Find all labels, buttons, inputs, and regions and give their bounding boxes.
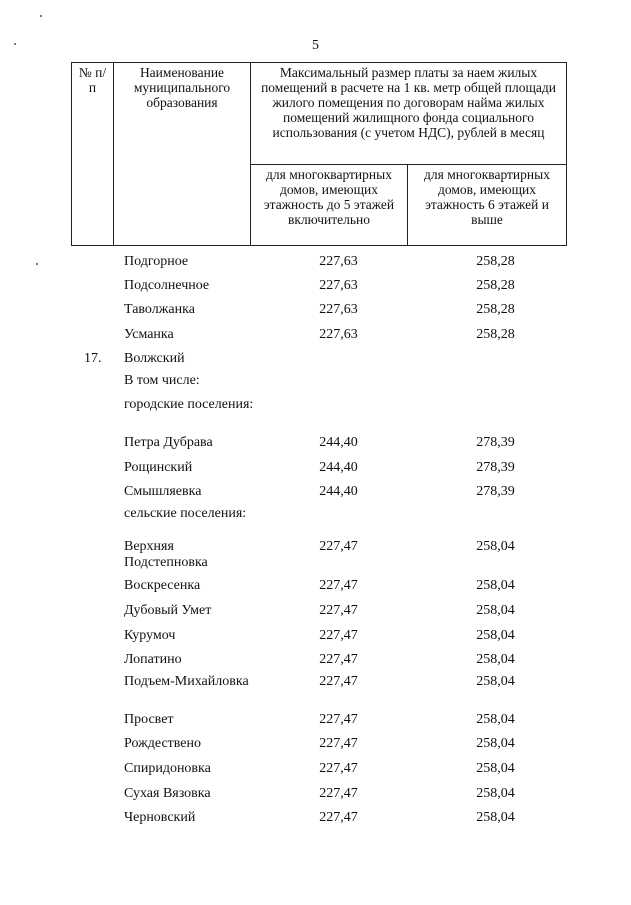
row-value-a: 227,47 — [319, 539, 358, 554]
row-value-a: 227,63 — [319, 254, 358, 269]
row-name: Подсолнечное — [124, 278, 210, 293]
row-name: Подъем-Михайловка — [124, 674, 249, 689]
row-name: Лопатино — [124, 652, 182, 667]
row-value-b: 278,39 — [476, 435, 515, 450]
row-name: Спиридоновка — [124, 761, 211, 776]
row-value-b: 258,04 — [476, 712, 515, 727]
row-name: Таволжанка — [124, 302, 195, 317]
row-value-a: 227,47 — [319, 736, 358, 751]
row-value-a: 227,47 — [319, 578, 358, 593]
row-value-b: 258,04 — [476, 674, 515, 689]
header-col-a: для многоквартирных домов, имеющих этажность до 5 этажей включительно — [251, 164, 408, 245]
row-value-b: 258,04 — [476, 578, 515, 593]
row-value-b: 258,04 — [476, 810, 515, 825]
row-value-b: 258,28 — [476, 302, 515, 317]
row-name: Воскресенка — [124, 578, 201, 593]
row-name: Черновский — [124, 810, 196, 825]
row-value-b: 258,28 — [476, 327, 515, 342]
row-value-b: 258,28 — [476, 278, 515, 293]
row-value-a: 227,47 — [319, 712, 358, 727]
row-name: городские поселения: — [124, 397, 254, 412]
header-number: № п/п — [72, 63, 114, 246]
table-header — [71, 62, 567, 246]
header-col-b: для многоквартирных домов, имеющих этажность 6 этажей и выше — [408, 164, 567, 245]
page-number: 5 — [312, 38, 319, 53]
row-value-b: 258,04 — [476, 652, 515, 667]
row-name: Подгорное — [124, 254, 189, 269]
row-value-a: 227,47 — [319, 761, 358, 776]
row-name: Усманка — [124, 327, 174, 342]
row-value-b: 278,39 — [476, 460, 515, 475]
row-name: сельские поселения: — [124, 506, 247, 521]
row-value-b: 258,04 — [476, 603, 515, 618]
row-name: Дубовый Умет — [124, 603, 212, 618]
row-name: Смышляевка — [124, 484, 202, 499]
row-value-a: 227,47 — [319, 628, 358, 643]
row-value-b: 258,28 — [476, 254, 515, 269]
row-value-b: 258,04 — [476, 736, 515, 751]
scan-speck — [36, 263, 38, 265]
row-number: 17. — [84, 351, 102, 366]
row-value-a: 227,63 — [319, 302, 358, 317]
row-value-a: 227,47 — [319, 674, 358, 689]
header-main: Максимальный размер платы за наем жилых помещений в расчете на 1 кв. метр общей площади жилого помещения по договорам найма жилых помещений жилищного фонда социального использования (с учетом НДС), рублей в месяц — [251, 63, 567, 165]
row-value-b: 258,04 — [476, 628, 515, 643]
row-value-a: 227,47 — [319, 786, 358, 801]
row-value-a: 227,63 — [319, 327, 358, 342]
row-value-a: 244,40 — [319, 435, 358, 450]
scan-speck — [40, 15, 42, 17]
row-name: Сухая Вязовка — [124, 786, 211, 801]
row-name: Рождествено — [124, 736, 202, 751]
row-value-a: 244,40 — [319, 460, 358, 475]
scan-speck — [14, 43, 16, 45]
row-name: Волжский — [124, 351, 185, 366]
row-value-a: 244,40 — [319, 484, 358, 499]
row-name: Курумоч — [124, 628, 176, 643]
row-value-b: 278,39 — [476, 484, 515, 499]
row-value-b: 258,04 — [476, 761, 515, 776]
header-name: Наименование муниципального образования — [114, 63, 251, 246]
row-value-b: 258,04 — [476, 786, 515, 801]
row-value-a: 227,63 — [319, 278, 358, 293]
row-value-a: 227,47 — [319, 603, 358, 618]
row-value-a: 227,47 — [319, 810, 358, 825]
row-value-a: 227,47 — [319, 652, 358, 667]
row-name: В том числе: — [124, 373, 200, 388]
row-name: Верхняя Подстепновка — [124, 539, 208, 570]
row-name: Рощинский — [124, 460, 193, 475]
row-name: Просвет — [124, 712, 174, 727]
row-name: Петра Дубрава — [124, 435, 213, 450]
row-value-b: 258,04 — [476, 539, 515, 554]
